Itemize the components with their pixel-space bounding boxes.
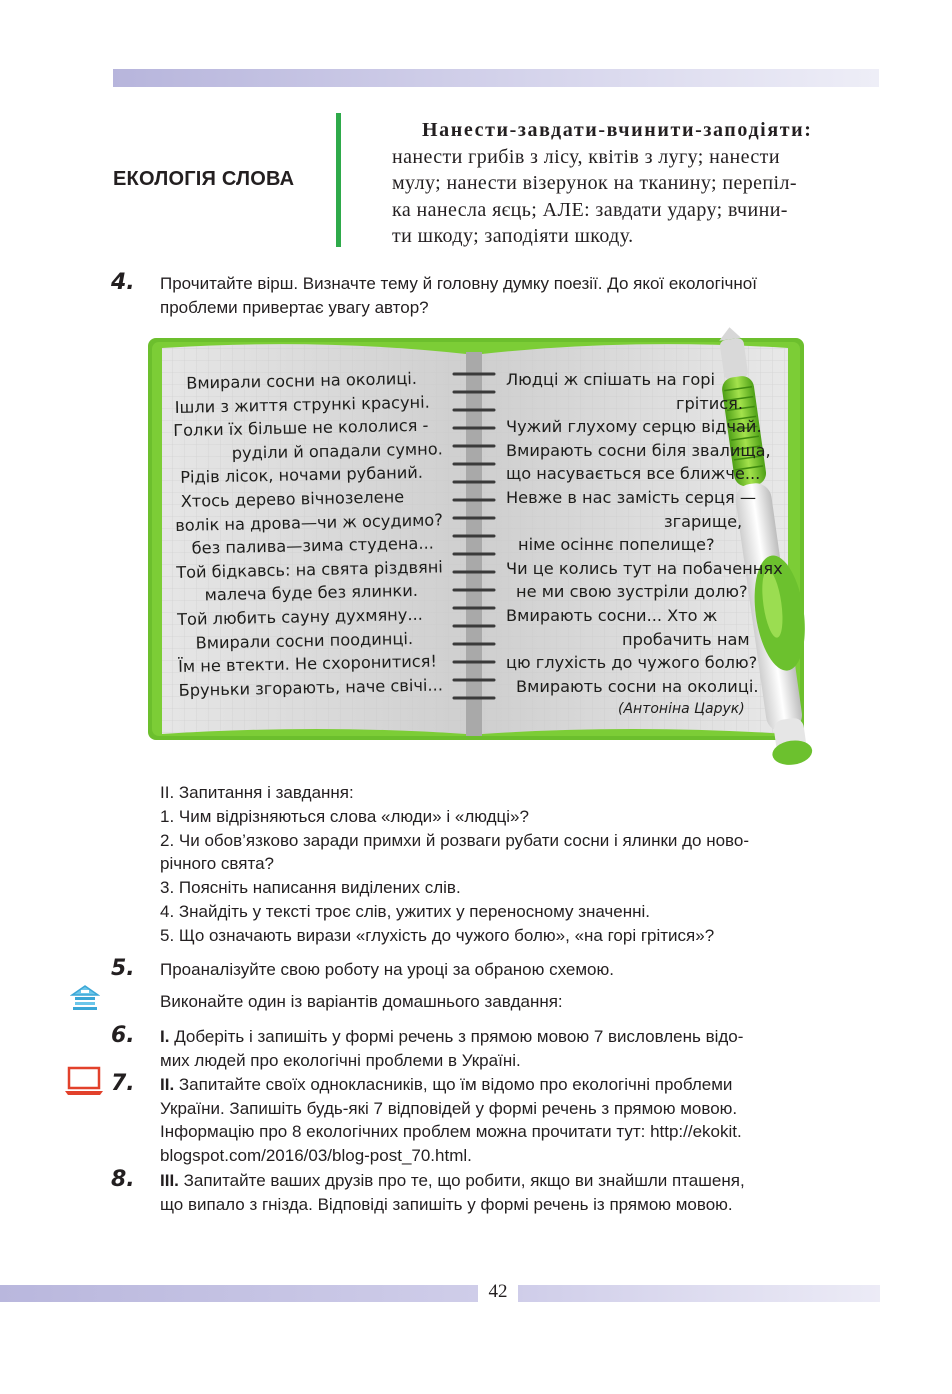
poem-right-page [506, 368, 783, 722]
variant-label: II. [160, 1075, 175, 1094]
poem-line: цю глухість до чужого болю? [506, 653, 758, 673]
question-item: річного свята? [160, 854, 274, 874]
poem-line: Невже в нас замість серця — [506, 487, 757, 507]
poem-line: Рідів лісок, ночами рубаний. [180, 463, 424, 488]
task-line: Запитайте своїх однокласників, що їм відомо про екологічні проблеми [178, 1075, 733, 1094]
task-line: Прочитайте вірш. Визначте тему й головну думку поезії. До якої екологічної [160, 274, 757, 293]
poem-line: не ми свою зустріли долю? [516, 582, 748, 602]
task-line: що випало з гнізда. Відповіді запишіть у формі речень із прямою мовою. [160, 1194, 733, 1214]
question-item: 3. Поясніть написання виділених слів. [160, 878, 461, 898]
poem-line: пробачить нам [622, 629, 750, 649]
poem-line: Той бідкавсь: на свята різдвяні [175, 557, 444, 582]
question-item: 1. Чим відрізняються слова «люди» і «людці»? [160, 806, 529, 826]
task-4-text [160, 272, 880, 319]
vocabulary-line: ти шкоду; заподіяти шкоду. [392, 225, 634, 247]
poem-line: німе осіннє попелище? [518, 535, 715, 555]
task-number: 4. [111, 270, 135, 295]
question-item: 4. Знайдіть у тексті троє слів, ужитих у переносному значенні. [160, 901, 651, 921]
top-decorative-band [113, 69, 879, 87]
poem-line: Вмирали сосни на околиці. [186, 368, 418, 393]
vocabulary-line: мулу; нанести візерунок на тканину; перепіл- [392, 172, 797, 194]
poem-line: Той любить сауну духмяну... [176, 604, 423, 629]
poem-line: малеча буде без ялинки. [204, 581, 419, 605]
task-line: Запитайте ваших друзів про те, що робити, якщо ви знайшли пташеня, [183, 1171, 745, 1190]
task-number: 6. [111, 1023, 135, 1048]
page-number: 42 [488, 1281, 508, 1302]
questions-block [160, 781, 880, 948]
variant-label: I. [160, 1027, 170, 1046]
homework-text: Виконайте один із варіантів домашнього завдання: [160, 992, 563, 1011]
poem-line: руділи й опадали сумно. [231, 439, 443, 463]
poem-line: Їм не втекти. Не схоронитися! [177, 651, 438, 677]
variant-label: III. [160, 1171, 179, 1190]
poem-line: волік на дрова—чи ж осудимо? [175, 509, 443, 535]
poem-line: Вмирають сосни біля звалища, [506, 440, 771, 460]
task-number: 7. [111, 1071, 135, 1096]
poem-line: Голки їх більше не кололися - [173, 415, 429, 441]
poem-line: Вмирали сосни поодинці. [195, 628, 414, 653]
poem-line: без палива—зима студена... [191, 533, 434, 558]
task-line: Доберіть і запишіть у формі речень з прямою мовою 7 висловлень відо- [174, 1027, 744, 1046]
vocabulary-note [392, 117, 874, 250]
poem-author: (Антоніна Царук) [618, 701, 745, 718]
poem-line: грітися. [676, 393, 744, 413]
poem-line: Бруньки згорають, наче свічі... [178, 675, 444, 700]
bottom-decorative-band [518, 1285, 880, 1302]
task-line: України. Запишіть будь-які 7 відповідей у формі речень з прямою мовою. [160, 1098, 738, 1118]
task-line: Інформацію про 8 екологічних проблем можна прочитати тут: http://ekokit. [160, 1122, 742, 1141]
poem-line: Чужий глухому серцю відчай. [506, 417, 762, 437]
poem-line: Ішли з життя стрункі красуні. [174, 392, 430, 417]
vocabulary-line: ка нанесла яєць; АЛЕ: завдати удару; вчини- [392, 198, 788, 221]
question-item: 5. Що означають вирази «глухість до чужого болю», «на горі грітися»? [160, 925, 715, 945]
house-icon [70, 985, 100, 1011]
questions-heading: II. Запитання і завдання: [160, 783, 354, 802]
question-item: 2. Чи обов’язково заради примхи й розваги рубати сосни і ялинки до ново- [160, 830, 750, 850]
poem-line: що насувається все ближче... [506, 464, 761, 484]
laptop-icon [64, 1066, 104, 1096]
task-number: 5. [111, 956, 135, 981]
poem-left-page [172, 366, 448, 702]
poem-line: згарище, [664, 511, 743, 531]
task-7-text [160, 1073, 880, 1167]
vocabulary-line: нанести грибів з лісу, квітів з лугу; нанести [392, 145, 780, 168]
task-number: 8. [111, 1167, 135, 1192]
poem-line: Вмирають сосни на околиці. [516, 676, 759, 696]
task-8-text [160, 1169, 880, 1216]
poem-line: Хтось дерево вічнозелене [180, 487, 405, 511]
divider-bar [336, 113, 341, 247]
vocabulary-lead: Нанести-завдати-вчинити-заподіяти: [422, 119, 813, 141]
section-title: ЕКОЛОГІЯ СЛОВА [113, 168, 295, 190]
task-line: проблеми привертає увагу автор? [160, 297, 429, 317]
poem-line: Людці ж спішать на горі [506, 370, 716, 389]
task-line: blogspot.com/2016/03/blog-post_70.html. [160, 1145, 472, 1165]
poem-line: Чи це колись тут на побаченнях [506, 558, 783, 578]
task-6-text [160, 1025, 880, 1072]
poem-line: Вмирають сосни... Хто ж [506, 605, 718, 625]
task-5-text: Проаналізуйте свою роботу на уроці за обраною схемою. [160, 960, 614, 979]
task-line: мих людей про екологічні проблеми в Україні. [160, 1050, 521, 1070]
bottom-decorative-band [0, 1285, 478, 1302]
